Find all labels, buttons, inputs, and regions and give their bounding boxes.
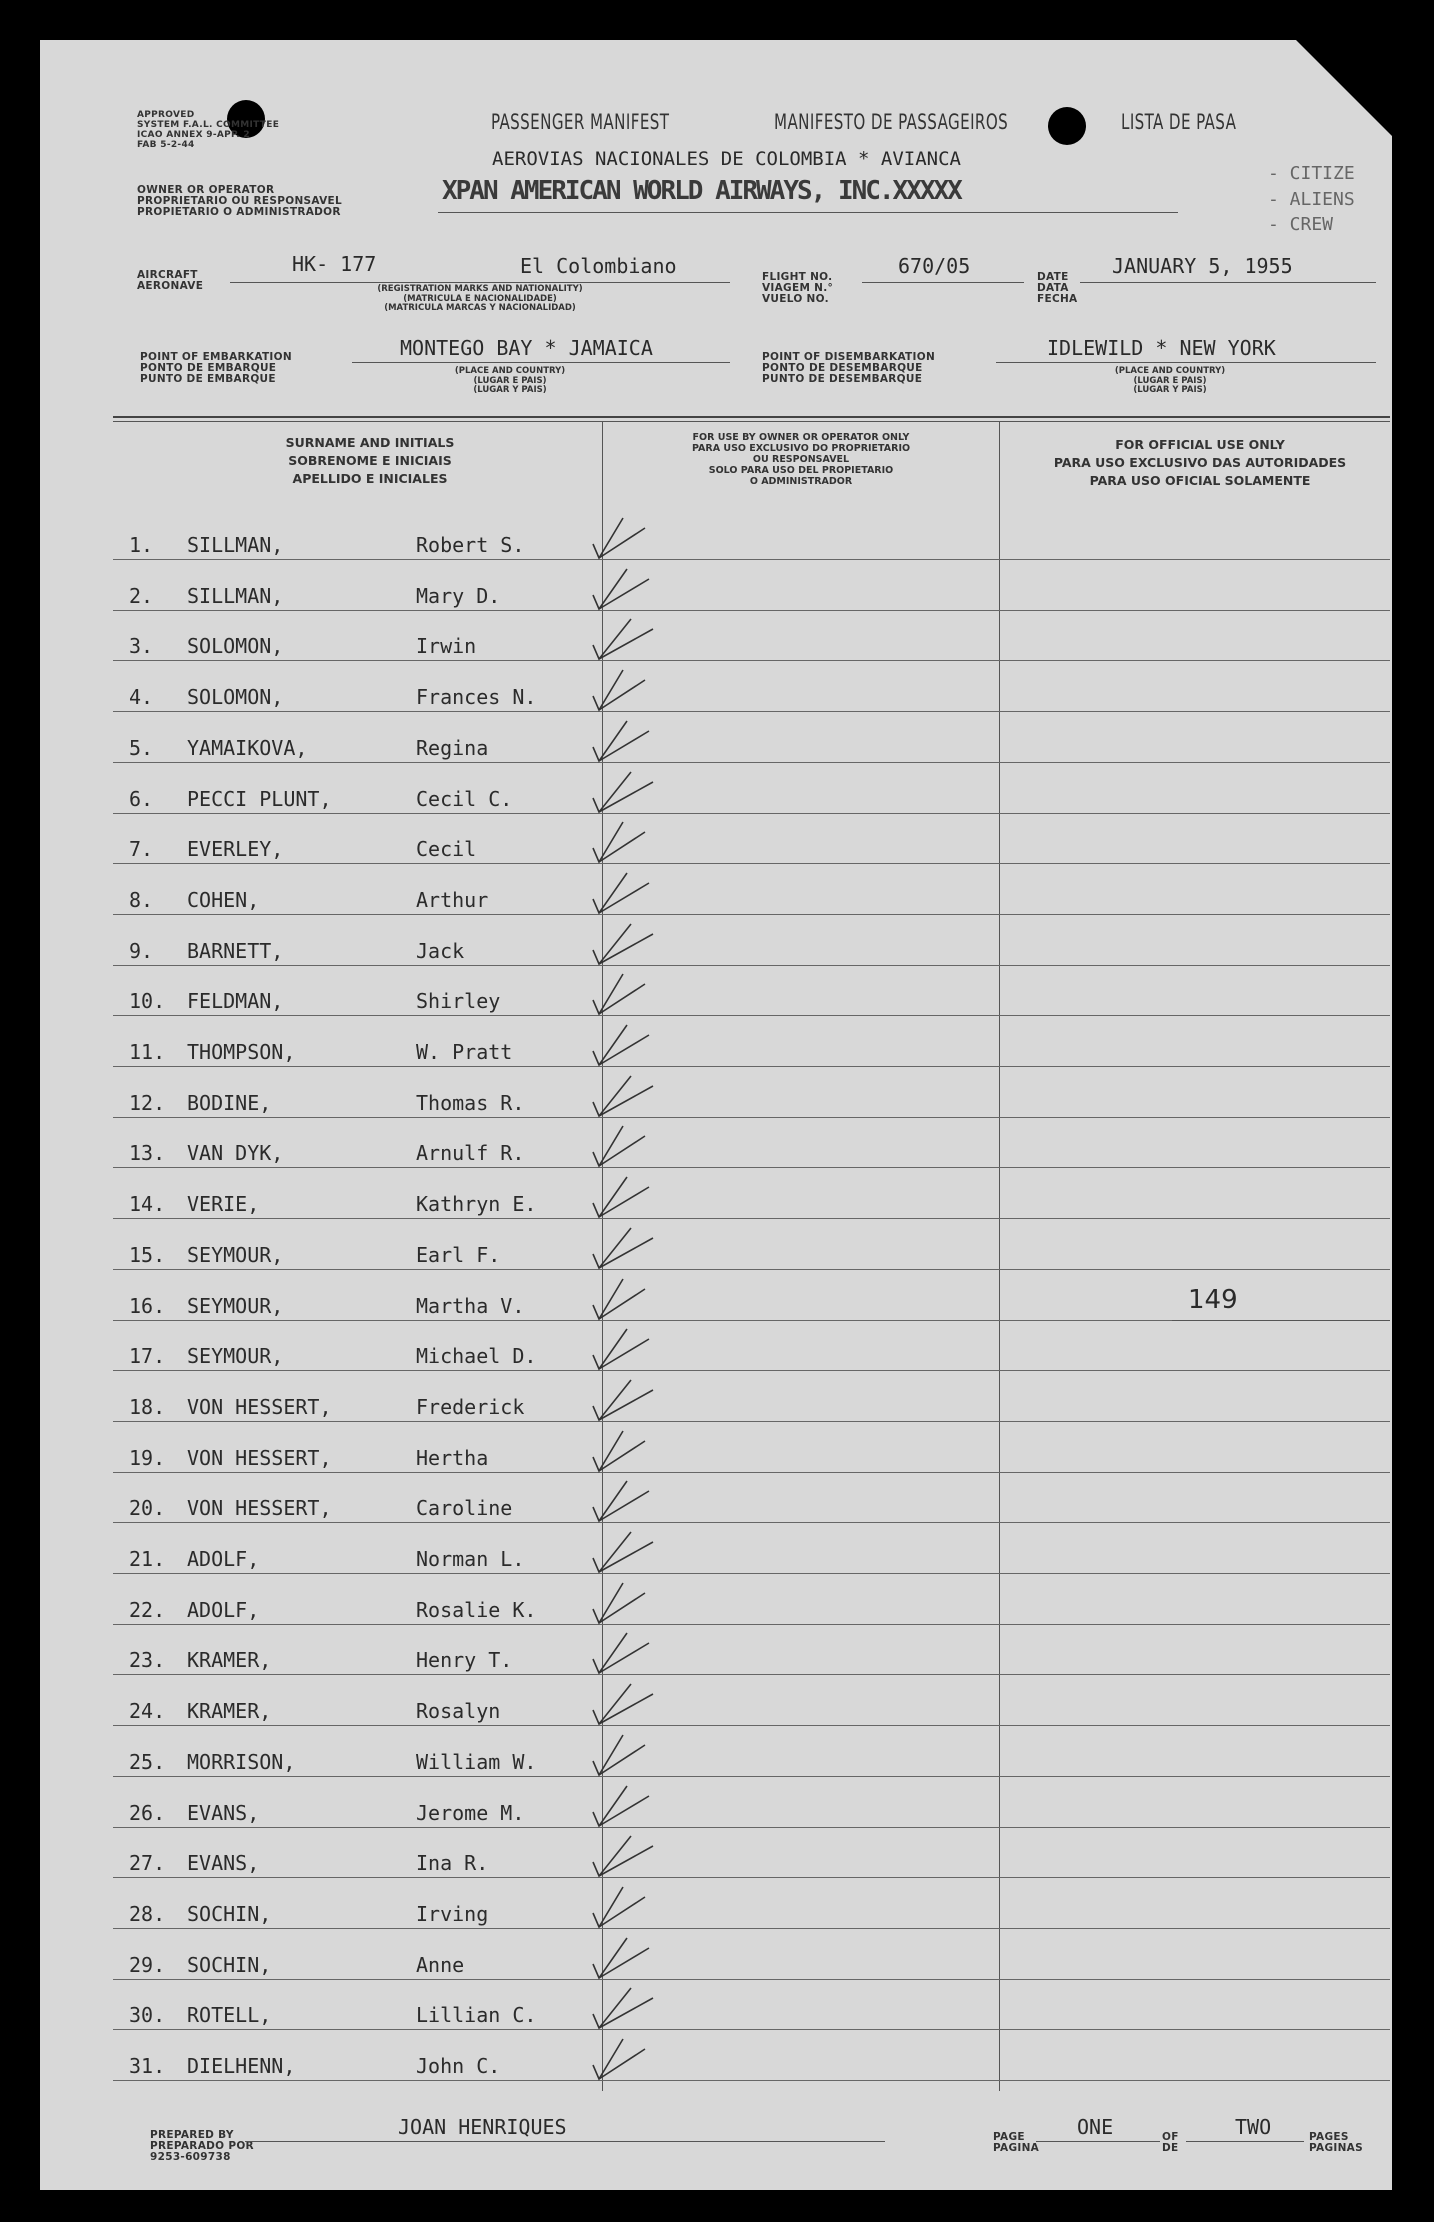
check-mark-icon [583, 666, 663, 714]
check-mark [583, 666, 663, 714]
check-mark [583, 1122, 663, 1170]
passenger-surname: SOLOMON, [187, 634, 284, 659]
owner-label-line: PROPRIETARIO OU RESPONSAVEL [137, 195, 343, 207]
passenger-given-name: Caroline [416, 1496, 513, 1521]
passenger-row [113, 561, 1390, 611]
passenger-given-name: Rosalyn [416, 1699, 501, 1724]
check-mark [583, 1528, 663, 1576]
passenger-row [113, 1473, 1390, 1523]
check-mark [583, 565, 663, 613]
passenger-row [113, 1930, 1390, 1980]
punch-hole-right [1048, 107, 1086, 145]
passenger-number: 13. [129, 1141, 166, 1166]
column-header-line: PARA USO EXCLUSIVO DO PROPRIETARIO [691, 443, 911, 454]
passenger-number: 22. [129, 1597, 166, 1622]
check-mark-icon [583, 1579, 663, 1627]
page-number: ONE [1077, 2115, 1114, 2139]
check-mark [583, 1883, 663, 1931]
passenger-number: 9. [129, 938, 154, 963]
passenger-given-name: Irwin [416, 634, 477, 659]
official-note-underline [1172, 1320, 1390, 1321]
passenger-given-name: Regina [416, 735, 489, 760]
passenger-number: 7. [129, 837, 154, 862]
passenger-surname: SOCHIN, [187, 1952, 272, 1977]
date-label-line: FECHA [1037, 293, 1078, 305]
passenger-number: 20. [129, 1496, 166, 1521]
type-crew: - CREW [1268, 214, 1334, 235]
passenger-number: 6. [129, 786, 154, 811]
embarkation-label-line: POINT OF EMBARKATION [140, 351, 292, 363]
passenger-row [113, 1676, 1390, 1726]
passenger-number: 14. [129, 1192, 166, 1217]
owner-label-line: OWNER OR OPERATOR [137, 184, 275, 196]
check-mark-icon [583, 1629, 663, 1677]
embarkation-label-line: PONTO DE EMBARQUE [140, 362, 277, 374]
passenger-given-name: W. Pratt [416, 1040, 513, 1064]
passenger-given-name: Mary D. [416, 583, 501, 608]
check-mark [583, 818, 663, 866]
passenger-row [113, 611, 1390, 661]
owner-underline [438, 212, 1178, 213]
aircraft-sublabel [310, 285, 650, 314]
passenger-given-name: Norman L. [416, 1547, 525, 1571]
flight-label-line: FLIGHT NO. [762, 271, 833, 283]
passenger-number: 26. [129, 1800, 166, 1825]
passenger-number: 5. [129, 735, 154, 760]
passenger-surname: BODINE, [187, 1090, 272, 1115]
passenger-row [113, 2031, 1390, 2081]
owner-struck-text: XPAN AMERICAN WORLD AIRWAYS, INC.XXXXX [442, 176, 961, 206]
passenger-number: 15. [129, 1242, 166, 1267]
passenger-given-name: Jack [416, 938, 465, 963]
passenger-given-name: Jerome M. [416, 1800, 525, 1825]
passenger-row [113, 1017, 1390, 1067]
pages-label [1309, 2132, 1363, 2154]
check-mark-icon [583, 768, 663, 816]
passenger-given-name: Anne [416, 1952, 465, 1977]
check-mark-icon [583, 1782, 663, 1830]
passenger-number: 4. [129, 685, 154, 710]
title-spanish: LISTA DE PASA [1121, 110, 1237, 134]
check-mark-icon [583, 615, 663, 663]
column-header-line: FOR OFFICIAL USE ONLY [1115, 437, 1285, 452]
check-mark [583, 970, 663, 1018]
passenger-number: 19. [129, 1445, 166, 1470]
embarkation-underline [352, 362, 730, 363]
check-mark-icon [583, 1325, 663, 1373]
column-header-line: FOR USE BY OWNER OR OPERATOR ONLY [692, 432, 910, 443]
passenger-surname: SOCHIN, [187, 1901, 272, 1926]
passenger-given-name: Ina R. [416, 1851, 489, 1876]
disembarkation-value: IDLEWILD * NEW YORK [1047, 336, 1276, 360]
passenger-row [113, 1068, 1390, 1118]
table-top-rule [113, 416, 1390, 418]
passenger-given-name: Michael D. [416, 1344, 537, 1369]
check-mark [583, 1579, 663, 1627]
row-rule [113, 2080, 1390, 2081]
embarkation-sublabel-line: (LUGAR Y PAIS) [473, 385, 547, 395]
check-mark [583, 1224, 663, 1272]
check-mark [583, 717, 663, 765]
check-mark [583, 1680, 663, 1728]
passenger-number: 10. [129, 989, 166, 1014]
passenger-number: 30. [129, 2003, 166, 2028]
passenger-surname: THOMPSON, [187, 1040, 296, 1064]
aircraft-name: El Colombiano [520, 254, 677, 278]
passenger-given-name: Cecil [416, 837, 477, 862]
passenger-row [113, 1575, 1390, 1625]
passenger-number: 17. [129, 1344, 166, 1369]
passenger-surname: ADOLF, [187, 1547, 260, 1571]
passenger-row [113, 865, 1390, 915]
page-total-underline [1186, 2141, 1304, 2142]
official-note: 149 [1188, 1285, 1238, 1315]
passenger-given-name: Martha V. [416, 1293, 525, 1318]
passenger-given-name: Hertha [416, 1445, 489, 1470]
passenger-number: 31. [129, 2054, 166, 2078]
passenger-given-name: Rosalie K. [416, 1597, 537, 1622]
passenger-surname: KRAMER, [187, 1648, 272, 1673]
passenger-surname: ROTELL, [187, 2003, 272, 2028]
check-mark-icon [583, 1021, 663, 1069]
check-mark-icon [583, 1731, 663, 1779]
page-label [993, 2132, 1039, 2154]
passenger-surname: FELDMAN, [187, 989, 284, 1014]
passenger-given-name: Frederick [416, 1394, 525, 1419]
passenger-row [113, 1220, 1390, 1270]
owner-value: AEROVIAS NACIONALES DE COLOMBIA * AVIANCA [492, 148, 961, 170]
passenger-given-name: Kathryn E. [416, 1192, 537, 1217]
embarkation-sublabel-line: (PLACE AND COUNTRY) [454, 366, 566, 376]
owner-label-line: PROPIETARIO O ADMINISTRADOR [137, 206, 341, 218]
check-mark [583, 1731, 663, 1779]
embarkation-label-line: PUNTO DE EMBARQUE [140, 373, 276, 385]
passenger-row [113, 1423, 1390, 1473]
approval-line: FAB 5-2-44 [137, 140, 195, 150]
passenger-number: 27. [129, 1851, 166, 1876]
passenger-row [113, 966, 1390, 1016]
pages-label-line: PAGES [1309, 2131, 1349, 2143]
check-mark-icon [583, 2035, 663, 2083]
passenger-given-name: Cecil C. [416, 786, 513, 811]
passenger-row [113, 662, 1390, 712]
passenger-row [113, 1169, 1390, 1219]
title-english: PASSENGER MANIFEST [491, 110, 670, 134]
disembarkation-label [762, 352, 935, 385]
check-mark [583, 768, 663, 816]
passenger-number: 21. [129, 1547, 166, 1571]
check-mark-icon [583, 1072, 663, 1120]
passenger-number: 12. [129, 1090, 166, 1115]
column-header-line: SOLO PARA USO DEL PROPIETARIO [708, 465, 894, 476]
check-mark-icon [583, 970, 663, 1018]
owner-label [137, 185, 342, 218]
check-mark [583, 1173, 663, 1221]
passenger-surname: VON HESSERT, [187, 1496, 332, 1521]
check-mark-icon [583, 1376, 663, 1424]
passenger-surname: SOLOMON, [187, 685, 284, 710]
passenger-number: 8. [129, 887, 154, 912]
flight-underline [862, 282, 1024, 283]
disembarkation-sublabel-line: (PLACE AND COUNTRY) [1114, 366, 1226, 376]
passenger-surname: EVANS, [187, 1800, 260, 1825]
passenger-surname: BARNETT, [187, 938, 284, 963]
prepared-label-line: PREPARADO POR [150, 2140, 254, 2152]
check-mark-icon [583, 818, 663, 866]
disembarkation-sublabel-line: (LUGAR E PAIS) [1133, 375, 1207, 386]
check-mark-icon [583, 1528, 663, 1576]
approval-block [137, 110, 279, 150]
disembarkation-sublabel [1050, 367, 1290, 396]
passenger-surname: YAMAIKOVA, [187, 735, 308, 760]
page-label-line: PAGINA [993, 2142, 1040, 2154]
passenger-given-name: Robert S. [416, 533, 525, 557]
passenger-number: 1. [129, 533, 154, 557]
check-mark [583, 1832, 663, 1880]
flight-label-line: VUELO NO. [762, 293, 829, 305]
passenger-number: 18. [129, 1394, 166, 1419]
column-header-line: PARA USO EXCLUSIVO DAS AUTORIDADES [1053, 455, 1347, 470]
aircraft-underline [230, 282, 730, 283]
passenger-row [113, 1828, 1390, 1878]
column-header-line: PARA USO OFICIAL SOLAMENTE [1089, 473, 1311, 488]
approval-line: SYSTEM F.A.L. COMMITTEE [137, 120, 280, 130]
passenger-number: 11. [129, 1040, 166, 1064]
passenger-surname: SEYMOUR, [187, 1344, 284, 1369]
passenger-surname: VON HESSERT, [187, 1394, 332, 1419]
column-header-names [190, 434, 550, 488]
check-mark-icon [583, 1122, 663, 1170]
passenger-given-name: Lillian C. [416, 2003, 537, 2028]
column-header-line: O ADMINISTRADOR [749, 476, 853, 487]
disembarkation-label-line: POINT OF DISEMBARKATION [762, 351, 936, 363]
passenger-surname: ADOLF, [187, 1597, 260, 1622]
of-label-line: OF [1162, 2131, 1179, 2143]
check-mark-icon [583, 514, 663, 562]
column-header-line: SOBRENOME E INICIAIS [288, 453, 452, 468]
date-label-line: DATE [1037, 271, 1069, 283]
passenger-given-name: Thomas R. [416, 1090, 525, 1115]
passenger-row [113, 1625, 1390, 1675]
passenger-row [113, 1321, 1390, 1371]
aircraft-label [137, 270, 203, 292]
prepared-underline [245, 2141, 885, 2142]
check-mark-icon [583, 1680, 663, 1728]
passenger-surname: SILLMAN, [187, 533, 284, 557]
passenger-surname: MORRISON, [187, 1749, 296, 1774]
date-label [1037, 272, 1077, 305]
passenger-number: 28. [129, 1901, 166, 1926]
page-total: TWO [1235, 2115, 1272, 2139]
check-mark-icon [583, 565, 663, 613]
page-underline [1036, 2141, 1160, 2142]
check-mark [583, 1477, 663, 1525]
type-citizens: - CITIZE [1268, 163, 1355, 184]
passenger-row [113, 814, 1390, 864]
check-mark [583, 2035, 663, 2083]
check-mark-icon [583, 1984, 663, 2032]
passenger-row [113, 764, 1390, 814]
flight-number: 670/05 [898, 254, 971, 278]
approval-line: APPROVED [137, 110, 195, 120]
passenger-surname: COHEN, [187, 887, 260, 912]
check-mark-icon [583, 1427, 663, 1475]
check-mark [583, 1427, 663, 1475]
check-mark [583, 615, 663, 663]
passenger-given-name: Henry T. [416, 1648, 513, 1673]
passenger-number: 16. [129, 1293, 166, 1318]
passenger-row [113, 1727, 1390, 1777]
passenger-surname: VON HESSERT, [187, 1445, 332, 1470]
check-mark [583, 514, 663, 562]
passenger-row [113, 1879, 1390, 1929]
clipped-corner [1296, 40, 1392, 136]
disembarkation-label-line: PONTO DE DESEMBARQUE [762, 362, 923, 374]
check-mark-icon [583, 869, 663, 917]
aircraft-sublabel-line: (MATRICULA MARCAS Y NACIONALIDAD) [384, 303, 576, 313]
of-label-line: DE [1162, 2142, 1179, 2154]
pages-label-line: PAGINAS [1309, 2142, 1363, 2154]
passenger-row [113, 1778, 1390, 1828]
passenger-given-name: William W. [416, 1749, 537, 1774]
check-mark-icon [583, 1883, 663, 1931]
preparer-name: JOAN HENRIQUES [398, 2115, 567, 2139]
check-mark [583, 1325, 663, 1373]
check-mark [583, 1782, 663, 1830]
passenger-given-name: Shirley [416, 989, 501, 1014]
embarkation-sublabel [400, 367, 620, 396]
check-mark-icon [583, 1832, 663, 1880]
passenger-number: 2. [129, 583, 154, 608]
aircraft-label-line: AERONAVE [137, 280, 204, 292]
check-mark-icon [583, 1275, 663, 1323]
passenger-surname: KRAMER, [187, 1699, 272, 1724]
passenger-surname: VAN DYK, [187, 1141, 284, 1166]
date-label-line: DATA [1037, 282, 1069, 294]
passenger-number: 23. [129, 1648, 166, 1673]
passenger-surname: DIELHENN, [187, 2054, 296, 2078]
passenger-row [113, 1118, 1390, 1168]
passenger-row [113, 1524, 1390, 1574]
of-label [1162, 2132, 1179, 2154]
check-mark [583, 1934, 663, 1982]
check-mark [583, 1021, 663, 1069]
aircraft-label-line: AIRCRAFT [137, 269, 198, 281]
flight-label-line: VIAGEM N.° [762, 282, 834, 294]
passenger-number: 24. [129, 1699, 166, 1724]
check-mark [583, 1376, 663, 1424]
column-header-official [1010, 436, 1390, 490]
passenger-row [113, 1980, 1390, 2030]
form-number: 9253-609738 [150, 2151, 231, 2163]
flight-label [762, 272, 833, 305]
table-top-rule-inner [113, 421, 1390, 422]
column-header-line: OU RESPONSAVEL [752, 454, 850, 465]
passenger-surname: EVANS, [187, 1851, 260, 1876]
embarkation-label [140, 352, 292, 385]
passenger-surname: SEYMOUR, [187, 1242, 284, 1267]
passenger-number: 25. [129, 1749, 166, 1774]
check-mark-icon [583, 1173, 663, 1221]
check-mark-icon [583, 717, 663, 765]
aircraft-sublabel-line: (REGISTRATION MARKS AND NATIONALITY) [377, 284, 583, 294]
page-label-line: PAGE [993, 2131, 1025, 2143]
type-aliens: - ALIENS [1268, 189, 1355, 210]
check-mark-icon [583, 1934, 663, 1982]
column-header-line: SURNAME AND INITIALS [285, 435, 455, 450]
passenger-row [113, 510, 1390, 560]
passenger-surname: VERIE, [187, 1192, 260, 1217]
passenger-number: 29. [129, 1952, 166, 1977]
passenger-surname: EVERLEY, [187, 837, 284, 862]
date-underline [1080, 282, 1376, 283]
disembarkation-label-line: PUNTO DE DESEMBARQUE [762, 373, 923, 385]
passenger-surname: SEYMOUR, [187, 1293, 284, 1318]
passenger-given-name: Irving [416, 1901, 489, 1926]
column-header-owner [622, 432, 980, 487]
prepared-by-label [150, 2130, 254, 2163]
check-mark [583, 1984, 663, 2032]
check-mark-icon [583, 1477, 663, 1525]
aircraft-sublabel-line: (MATRICULA E NACIONALIDADE) [403, 293, 557, 304]
passenger-given-name: Frances N. [416, 685, 537, 710]
check-mark-icon [583, 920, 663, 968]
disembarkation-sublabel-line: (LUGAR Y PAIS) [1133, 385, 1207, 395]
check-mark [583, 920, 663, 968]
passenger-given-name: Arthur [416, 887, 489, 912]
aircraft-registration: HK- 177 [292, 252, 377, 276]
column-header-line: APELLIDO E INICIALES [292, 471, 448, 486]
check-mark [583, 1275, 663, 1323]
passenger-row [113, 713, 1390, 763]
passenger-number: 3. [129, 634, 154, 659]
embarkation-sublabel-line: (LUGAR E PAIS) [473, 375, 547, 386]
check-mark-icon [583, 1224, 663, 1272]
passenger-surname: SILLMAN, [187, 583, 284, 608]
date-value: JANUARY 5, 1955 [1112, 254, 1293, 278]
check-mark [583, 1072, 663, 1120]
passenger-given-name: Earl F. [416, 1242, 501, 1267]
prepared-label-line: PREPARED BY [150, 2129, 234, 2141]
passenger-given-name: John C. [416, 2054, 501, 2078]
embarkation-value: MONTEGO BAY * JAMAICA [400, 336, 653, 360]
title-portuguese: MANIFESTO DE PASSAGEIROS [774, 110, 1009, 134]
passenger-row [113, 916, 1390, 966]
disembarkation-underline [996, 362, 1376, 363]
check-mark [583, 1629, 663, 1677]
check-mark [583, 869, 663, 917]
passenger-surname: PECCI PLUNT, [187, 786, 332, 811]
passenger-row [113, 1372, 1390, 1422]
approval-line: ICAO ANNEX 9-APP. 2 [137, 130, 250, 140]
passenger-given-name: Arnulf R. [416, 1141, 525, 1166]
